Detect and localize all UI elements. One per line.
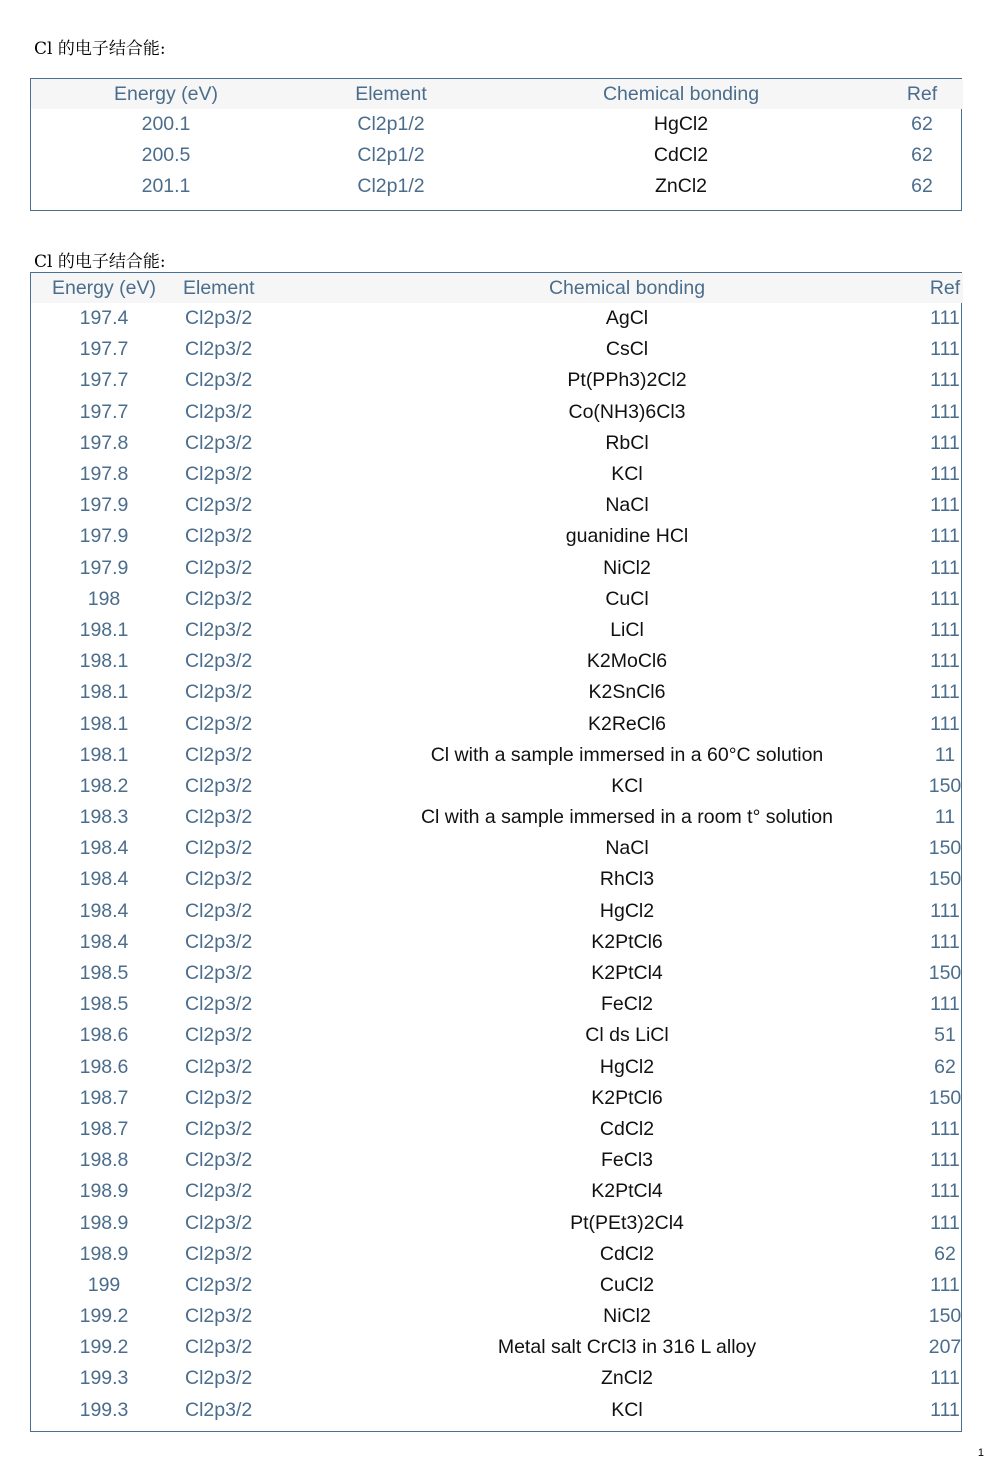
ref-cell: 150 [928,1086,962,1109]
header-bonding: Chemical bonding [481,79,881,109]
element-cell: Cl2p3/2 [185,338,253,361]
energy-cell: 198.5 [79,993,129,1016]
ref-cell: 62 [911,175,933,198]
table-row [31,708,963,739]
energy-cell: 197.7 [79,338,129,361]
ref-cell: 111 [930,930,960,953]
table-row [31,927,963,958]
table2-caption: Cl 的电子结合能: [34,252,166,272]
energy-cell: 198.8 [79,1149,129,1172]
bonding-cell: K2PtCl6 [591,1086,663,1109]
energy-cell: 198.6 [79,1024,129,1047]
bonding-cell: K2MoCl6 [586,650,668,673]
bonding-cell: CdCl2 [599,1242,655,1265]
bonding-cell: Pt(PPh3)2Cl2 [567,369,687,392]
table-row [31,896,963,927]
element-cell: Cl2p1/2 [357,144,425,167]
bonding-cell: ZnCl2 [600,1367,654,1390]
ref-cell: 111 [930,463,960,486]
table-row [31,771,963,802]
table-row [31,802,963,833]
energy-cell: 198.4 [79,899,129,922]
element-cell: Cl2p3/2 [185,899,253,922]
table-row [31,1145,963,1176]
bonding-cell: LiCl [610,618,644,641]
energy-cell: 198.6 [79,1055,129,1078]
ref-cell: 111 [930,400,960,423]
element-cell: Cl2p3/2 [185,1273,253,1296]
bonding-cell: CsCl [605,338,649,361]
ref-cell: 62 [911,144,933,167]
table1-caption: Cl 的电子结合能: [34,39,166,59]
bonding-cell: HgCl2 [653,113,709,136]
table-row [31,1020,963,1051]
table-row [31,109,963,140]
table-row [31,1114,963,1145]
table-row [31,397,963,428]
table-row [31,1176,963,1207]
ref-cell: 150 [928,837,962,860]
energy-cell: 198.7 [79,1086,129,1109]
energy-cell: 198.1 [79,618,129,641]
energy-cell: 200.1 [141,113,191,136]
bonding-cell: Cl with a sample immersed in a room t° solution [420,806,834,829]
table-row [31,521,963,552]
energy-cell: 198.5 [79,962,129,985]
element-cell: Cl2p3/2 [185,618,253,641]
table-row [31,740,963,771]
ref-cell: 111 [930,899,960,922]
table-row [31,171,963,202]
energy-cell: 198.3 [79,806,129,829]
header-ref: Ref [881,79,963,109]
header-ref: Ref [927,273,963,303]
bonding-cell: CuCl2 [599,1273,655,1296]
ref-cell: 11 [934,743,956,766]
bonding-cell: K2SnCl6 [588,681,666,704]
energy-cell: 199 [87,1273,121,1296]
bonding-cell: AgCl [605,307,649,330]
element-cell: Cl2p3/2 [185,1336,253,1359]
energy-cell: 197.8 [79,431,129,454]
energy-cell: 198.7 [79,1117,129,1140]
element-cell: Cl2p3/2 [185,774,253,797]
bonding-cell: K2PtCl4 [591,1180,663,1203]
bonding-cell: Pt(PEt3)2Cl4 [570,1211,684,1234]
table-row [31,646,963,677]
energy-cell: 199.3 [79,1367,129,1390]
table-row [31,428,963,459]
table-row [31,365,963,396]
element-cell: Cl2p3/2 [185,681,253,704]
ref-cell: 51 [934,1024,956,1047]
ref-cell: 111 [930,1211,960,1234]
table-row [31,1301,963,1332]
ref-cell: 111 [930,1117,960,1140]
bonding-cell: HgCl2 [599,899,655,922]
element-cell: Cl2p3/2 [185,837,253,860]
ref-cell: 111 [930,338,960,361]
energy-cell: 198.1 [79,681,129,704]
bonding-cell: RbCl [605,431,649,454]
element-cell: Cl2p3/2 [185,743,253,766]
energy-cell: 201.1 [141,175,191,198]
bonding-cell: NiCl2 [603,556,651,579]
bonding-cell: Metal salt CrCl3 in 316 L alloy [497,1336,757,1359]
energy-cell: 198 [87,587,121,610]
element-cell: Cl2p3/2 [185,806,253,829]
element-cell: Cl2p3/2 [185,587,253,610]
element-cell: Cl2p3/2 [185,993,253,1016]
ref-cell: 207 [928,1336,962,1359]
energy-cell: 198.1 [79,743,129,766]
ref-cell: 111 [930,1149,960,1172]
header-energy: Energy (eV) [31,79,301,109]
table-row [31,677,963,708]
element-cell: Cl2p3/2 [185,1024,253,1047]
header-energy: Energy (eV) [31,273,177,303]
table-row [31,303,963,334]
table-row [31,140,963,171]
ref-cell: 111 [930,618,960,641]
ref-cell: 150 [928,1305,962,1328]
element-cell: Cl2p3/2 [185,962,253,985]
table-row [31,1052,963,1083]
bonding-cell: CdCl2 [653,144,709,167]
table-row [31,1239,963,1270]
table-row [31,1395,963,1426]
ref-cell: 62 [934,1242,956,1265]
energy-cell: 197.7 [79,369,129,392]
ref-cell: 111 [930,525,960,548]
element-cell: Cl2p3/2 [185,307,253,330]
table-row [31,615,963,646]
table-row [31,1207,963,1238]
energy-cell: 197.4 [79,307,129,330]
element-cell: Cl2p3/2 [185,1367,253,1390]
bonding-cell: ZnCl2 [654,175,708,198]
bonding-cell: KCl [611,774,643,797]
ref-cell: 150 [928,868,962,891]
energy-cell: 198.4 [79,930,129,953]
energy-cell: 197.9 [79,494,129,517]
energy-cell: 197.8 [79,463,129,486]
bonding-cell: Co(NH3)6Cl3 [568,400,686,423]
bonding-cell: K2PtCl4 [591,962,663,985]
bonding-cell: CuCl [605,587,649,610]
ref-cell: 111 [930,587,960,610]
energy-cell: 199.2 [79,1336,129,1359]
header-bonding: Chemical bonding [327,273,927,303]
bonding-cell: Cl with a sample immersed in a 60°C solution [430,743,824,766]
table-row [31,989,963,1020]
table-row [31,459,963,490]
bonding-cell: guanidine HCl [565,525,689,548]
energy-cell: 198.4 [79,837,129,860]
ref-cell: 111 [930,494,960,517]
ref-cell: 150 [928,774,962,797]
ref-cell: 111 [930,1273,960,1296]
bonding-cell: HgCl2 [599,1055,655,1078]
ref-cell: 62 [934,1055,956,1078]
ref-cell: 150 [928,962,962,985]
table-row [31,1332,963,1363]
bonding-cell: Cl ds LiCl [585,1024,669,1047]
ref-cell: 111 [930,431,960,454]
bonding-cell: NaCl [605,837,649,860]
element-cell: Cl2p3/2 [185,712,253,735]
element-cell: Cl2p3/2 [185,1398,253,1421]
energy-cell: 198.9 [79,1180,129,1203]
energy-cell: 197.9 [79,525,129,548]
ref-cell: 111 [930,993,960,1016]
energy-cell: 198.1 [79,650,129,673]
energy-cell: 197.9 [79,556,129,579]
element-cell: Cl2p3/2 [185,400,253,423]
table-row [31,490,963,521]
bonding-cell: NaCl [605,494,649,517]
element-cell: Cl2p3/2 [185,431,253,454]
bonding-cell: NiCl2 [603,1305,651,1328]
page-number: 1 [977,1447,984,1459]
bonding-cell: CdCl2 [599,1117,655,1140]
ref-cell: 111 [930,1367,960,1390]
energy-cell: 197.7 [79,400,129,423]
header-element: Element [301,79,481,109]
element-cell: Cl2p3/2 [185,1180,253,1203]
ref-cell: 111 [930,681,960,704]
element-cell: Cl2p3/2 [185,369,253,392]
element-cell: Cl2p1/2 [357,175,425,198]
ref-cell: 111 [930,556,960,579]
ref-cell: 111 [930,712,960,735]
element-cell: Cl2p1/2 [357,113,425,136]
table-row [31,1270,963,1301]
table-row [31,958,963,989]
table-row [31,334,963,365]
element-cell: Cl2p3/2 [185,556,253,579]
element-cell: Cl2p3/2 [185,1117,253,1140]
ref-cell: 111 [930,1398,960,1421]
table-row [31,1363,963,1394]
bonding-cell: RhCl3 [599,868,655,891]
bonding-cell: FeCl2 [600,993,654,1016]
energy-cell: 198.9 [79,1211,129,1234]
bonding-cell: KCl [611,1398,643,1421]
table-row [31,864,963,895]
energy-cell: 198.4 [79,868,129,891]
ref-cell: 111 [930,1180,960,1203]
ref-cell: 111 [930,307,960,330]
element-cell: Cl2p3/2 [185,1305,253,1328]
energy-cell: 199.2 [79,1305,129,1328]
energy-cell: 200.5 [141,144,191,167]
element-cell: Cl2p3/2 [185,1055,253,1078]
element-cell: Cl2p3/2 [185,930,253,953]
element-cell: Cl2p3/2 [185,1242,253,1265]
element-cell: Cl2p3/2 [185,525,253,548]
element-cell: Cl2p3/2 [185,1086,253,1109]
bonding-cell: FeCl3 [600,1149,654,1172]
ref-cell: 111 [930,650,960,673]
element-cell: Cl2p3/2 [185,650,253,673]
energy-cell: 198.1 [79,712,129,735]
ref-cell: 62 [911,113,933,136]
table-row [31,553,963,584]
header-element: Element [177,273,327,303]
energy-cell: 199.3 [79,1398,129,1421]
element-cell: Cl2p3/2 [185,1211,253,1234]
table2-header-row [31,273,963,303]
bonding-cell: KCl [611,463,643,486]
table1-header-row [31,79,963,109]
bonding-cell: K2PtCl6 [591,930,663,953]
element-cell: Cl2p3/2 [185,463,253,486]
table2 [30,272,962,1432]
ref-cell: 111 [930,369,960,392]
table-row [31,584,963,615]
energy-cell: 198.9 [79,1242,129,1265]
element-cell: Cl2p3/2 [185,494,253,517]
table-row [31,1083,963,1114]
element-cell: Cl2p3/2 [185,868,253,891]
table-row [31,833,963,864]
table1 [30,78,962,211]
bonding-cell: K2ReCl6 [587,712,667,735]
element-cell: Cl2p3/2 [185,1149,253,1172]
ref-cell: 11 [934,806,956,829]
energy-cell: 198.2 [79,774,129,797]
